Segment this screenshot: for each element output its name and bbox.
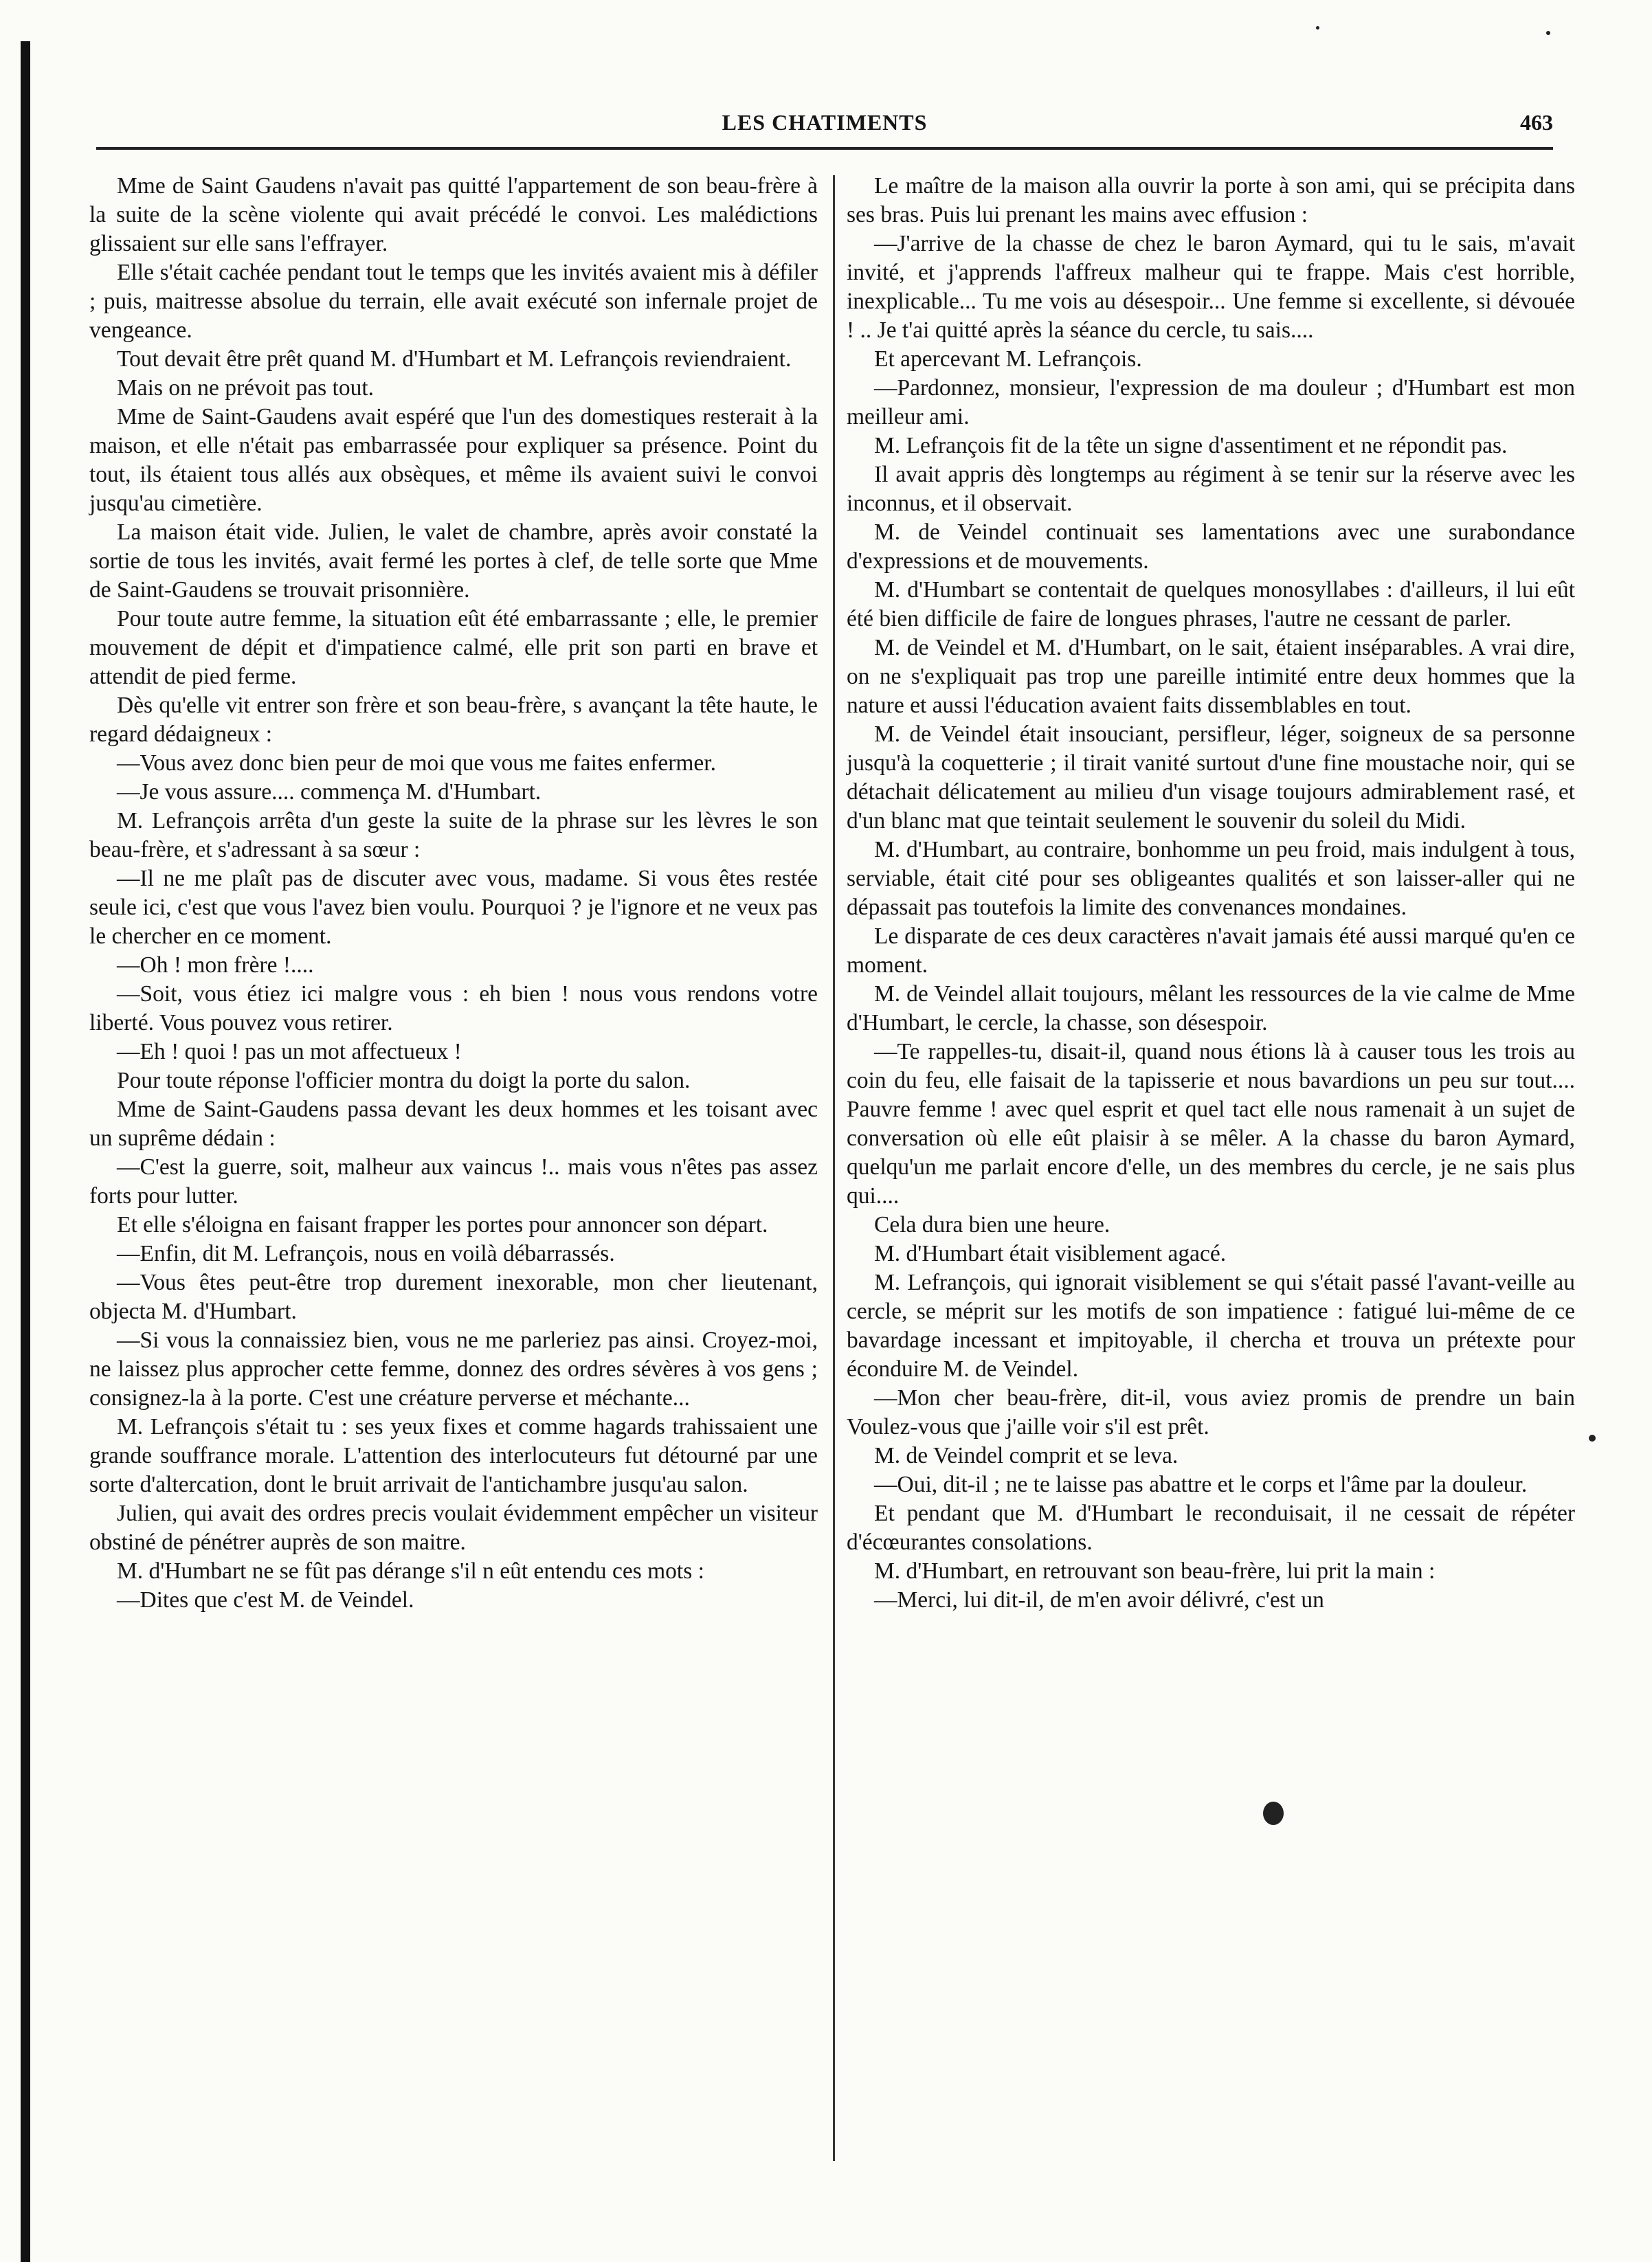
paragraph: —Dites que c'est M. de Veindel. — [117, 1587, 414, 1613]
paragraph: M. de Veindel et M. d'Humbart, on le sait, étaient inséparables. A vrai dire, on ne s'expliquait pas trop une pareille intimité entre deux hommes que la nature et aussi l'éducation avaient faits dissemblables en tout. — [847, 635, 1575, 718]
paragraph: —C'est la guerre, soit, malheur aux vaincus !.. mais vous n'êtes pas assez forts pour lutter. — [89, 1154, 818, 1209]
paragraph: —Pardonnez, monsieur, l'expression de ma douleur ; d'Humbart est mon meilleur ami. — [847, 375, 1575, 429]
page-number: 463 — [1520, 110, 1553, 135]
paragraph: —Il ne me plaît pas de discuter avec vous, madame. Si vous êtes restée seule ici, c'est que vous l'avez bien voulu. Pourquoi ? je l'ignore et ne veux pas le chercher en ce moment. — [89, 866, 818, 949]
header-rule — [96, 147, 1553, 150]
ink-speck — [1589, 1435, 1596, 1442]
paragraph: M. d'Humbart se contentait de quelques monosyllabes : d'ailleurs, il lui eût été bien difficile de faire de longues phrases, l'autre ne cessant de parler. — [847, 577, 1575, 631]
ink-blot — [1263, 1802, 1284, 1825]
paragraph: Mme de Saint Gaudens n'avait pas quitté l'appartement de son beau-frère à la suite de la scène violente qui avait précédé le convoi. Les malédictions glissaient sur elle sans l'effrayer. — [89, 173, 818, 256]
page-header — [96, 103, 1553, 151]
paragraph: Dès qu'elle vit entrer son frère et son beau-frère, s avançant la tête haute, le regard dédaigneux : — [89, 693, 818, 747]
paragraph: M. Lefrançois arrêta d'un geste la suite de la phrase sur les lèvres le son beau-frère, et s'adressant à sa sœur : — [89, 808, 818, 862]
paragraph: M. de Veindel comprit et se leva. — [874, 1443, 1179, 1468]
paragraph: Mme de Saint-Gaudens passa devant les deux hommes et les toisant avec un suprême dédain : — [89, 1097, 818, 1151]
left-column — [89, 172, 818, 1615]
paragraph: —Eh ! quoi ! pas un mot affectueux ! — [117, 1039, 462, 1064]
paragraph: —Vous êtes peut-être trop durement inexorable, mon cher lieutenant, objecta M. d'Humbart. — [89, 1270, 818, 1324]
paragraph: Mme de Saint-Gaudens avait espéré que l'un des domestiques resterait à la maison, et elle n'était pas embarrassée pour expliquer sa présence. Point du tout, ils étaient tous allés aux obsèques, et même ils avaient suivi le convoi jusqu'au cimetière. — [89, 404, 818, 516]
paragraph: M. de Veindel allait toujours, mêlant les ressources de la vie calme de Mme d'Humbart, le cercle, la chasse, son désespoir. — [847, 981, 1575, 1035]
paragraph: M. de Veindel continuait ses lamentations avec une surabondance d'expressions et de mouvements. — [847, 519, 1575, 574]
paragraph: Pour toute réponse l'officier montra du doigt la porte du salon. — [117, 1068, 691, 1093]
paragraph: M. Lefrançois, qui ignorait visiblement se qui s'était passé l'avant-veille au cercle, se méprit sur les motifs de son impatience : fatigué lui-même de ce bavardage incessant et impitoyable, il chercha et trouva un prétexte pour éconduire M. de Veindel. — [847, 1270, 1575, 1382]
paragraph: —Oh ! mon frère !.... — [117, 952, 314, 978]
page-spine-shadow — [21, 41, 30, 2262]
paragraph: M. Lefrançois s'était tu : ses yeux fixes et comme hagards trahissaient une grande souffrance morale. L'attention des interlocuteurs fut détourné par une sorte d'altercation, dont le bruit arrivait de l'antichambre jusqu'au salon. — [89, 1414, 818, 1497]
ink-speck — [1316, 26, 1319, 30]
paragraph: —Soit, vous étiez ici malgre vous : eh bien ! nous vous rendons votre liberté. Vous pouvez vous retirer. — [89, 981, 818, 1035]
ink-speck — [1546, 31, 1550, 35]
paragraph: Mais on ne prévoit pas tout. — [117, 375, 375, 401]
paragraph: M. d'Humbart, en retrouvant son beau-frère, lui prit la main : — [874, 1558, 1436, 1584]
paragraph: —Mon cher beau-frère, dit-il, vous aviez promis de prendre un bain Voulez-vous que j'aille voir s'il est prêt. — [847, 1385, 1575, 1440]
paragraph: —Enfin, dit M. Lefrançois, nous en voilà débarrassés. — [117, 1241, 615, 1266]
paragraph: —J'arrive de la chasse de chez le baron Aymard, qui tu le sais, m'avait invité, et j'apprends l'affreux malheur qui te frappe. Mais c'est horrible, inexplicable... Tu me vois au désespoir... Une femme si excellente, si dévouée ! .. Je t'ai quitté après la séance du cercle, tu sais.... — [847, 231, 1575, 343]
paragraph: M. d'Humbart ne se fût pas dérange s'il n eût entendu ces mots : — [117, 1558, 704, 1584]
running-title: LES CHATIMENTS — [722, 110, 928, 135]
paragraph: —Te rappelles-tu, disait-il, quand nous étions là à causer tous les trois au coin du feu, elle faisait de la tapisserie et nous bavardions un peu sur tout.... Pauvre femme ! avec quel esprit et quel tact elle nous ramenait à un sujet de conversation où elle eût plaisir à se mêler. A la chasse du baron Aymard, quelqu'un me parlait encore d'elle, un des membres du cercle, je ne sais plus qui.... — [847, 1039, 1575, 1209]
paragraph: Pour toute autre femme, la situation eût été embarrassante ; elle, le premier mouvement de dépit et d'impatience calmé, elle prit son parti en brave et attendit de pied ferme. — [89, 606, 818, 689]
paragraph: Et apercevant M. Lefrançois. — [874, 346, 1142, 372]
paragraph: Cela dura bien une heure. — [874, 1212, 1110, 1238]
paragraph: —Je vous assure.... commença M. d'Humbart. — [117, 779, 542, 805]
paragraph: M. de Veindel était insouciant, persifleur, léger, soigneux de sa personne jusqu'à la coquetterie ; il tirait vanité surtout d'une fine moustache noir, qui se détachait délicatement au milieu d'un visage toujours admirablement rasé, et d'un blanc mat que teintait seulement le souvenir du soleil du Midi. — [847, 721, 1575, 833]
paragraph: Tout devait être prêt quand M. d'Humbart et M. Lefrançois reviendraient. — [117, 346, 792, 372]
paragraph: Le maître de la maison alla ouvrir la porte à son ami, qui se précipita dans ses bras. Puis lui prenant les mains avec effusion : — [847, 173, 1575, 227]
paragraph: —Oui, dit-il ; ne te laisse pas abattre et le corps et l'âme par la douleur. — [874, 1472, 1528, 1497]
paragraph: Le disparate de ces deux caractères n'avait jamais été aussi marqué qu'en ce moment. — [847, 923, 1575, 978]
paragraph: Et pendant que M. d'Humbart le reconduisait, il ne cessait de répéter d'écœurantes consolations. — [847, 1501, 1575, 1555]
paragraph: Et elle s'éloigna en faisant frapper les portes pour annoncer son départ. — [117, 1212, 768, 1238]
paragraph: M. Lefrançois fit de la tête un signe d'assentiment et ne répondit pas. — [874, 433, 1508, 458]
paragraph: —Merci, lui dit-il, de m'en avoir délivré, c'est un — [874, 1587, 1324, 1613]
paragraph: Elle s'était cachée pendant tout le temps que les invités avaient mis à défiler ; puis, maitresse absolue du terrain, elle avait exécuté son infernale projet de vengeance. — [89, 260, 818, 343]
paragraph: —Vous avez donc bien peur de moi que vous me faites enfermer. — [117, 750, 716, 776]
right-column — [847, 172, 1575, 1615]
paragraph: M. d'Humbart, au contraire, bonhomme un peu froid, mais indulgent à tous, serviable, était cité pour ses obligeantes qualités et son laisser-aller qui ne dépassait pas toutefois la limite des convenances mondaines. — [847, 837, 1575, 920]
column-divider — [833, 175, 835, 2161]
paragraph: Julien, qui avait des ordres precis voulait évidemment empêcher un visiteur obstiné de pénétrer auprès de son maitre. — [89, 1501, 818, 1555]
paragraph: —Si vous la connaissiez bien, vous ne me parleriez pas ainsi. Croyez-moi, ne laissez plus approcher cette femme, donnez des ordres sévères à vos gens ; consignez-la à la porte. C'est une créature perverse et méchante... — [89, 1328, 818, 1411]
paragraph: Il avait appris dès longtemps au régiment à se tenir sur la réserve avec les inconnus, et il observait. — [847, 462, 1575, 516]
paragraph: M. d'Humbart était visiblement agacé. — [874, 1241, 1227, 1266]
paragraph: La maison était vide. Julien, le valet de chambre, après avoir constaté la sortie de tous les invités, avait fermé les portes à clef, de telle sorte que Mme de Saint-Gaudens se trouvait prisonnière. — [89, 519, 818, 603]
